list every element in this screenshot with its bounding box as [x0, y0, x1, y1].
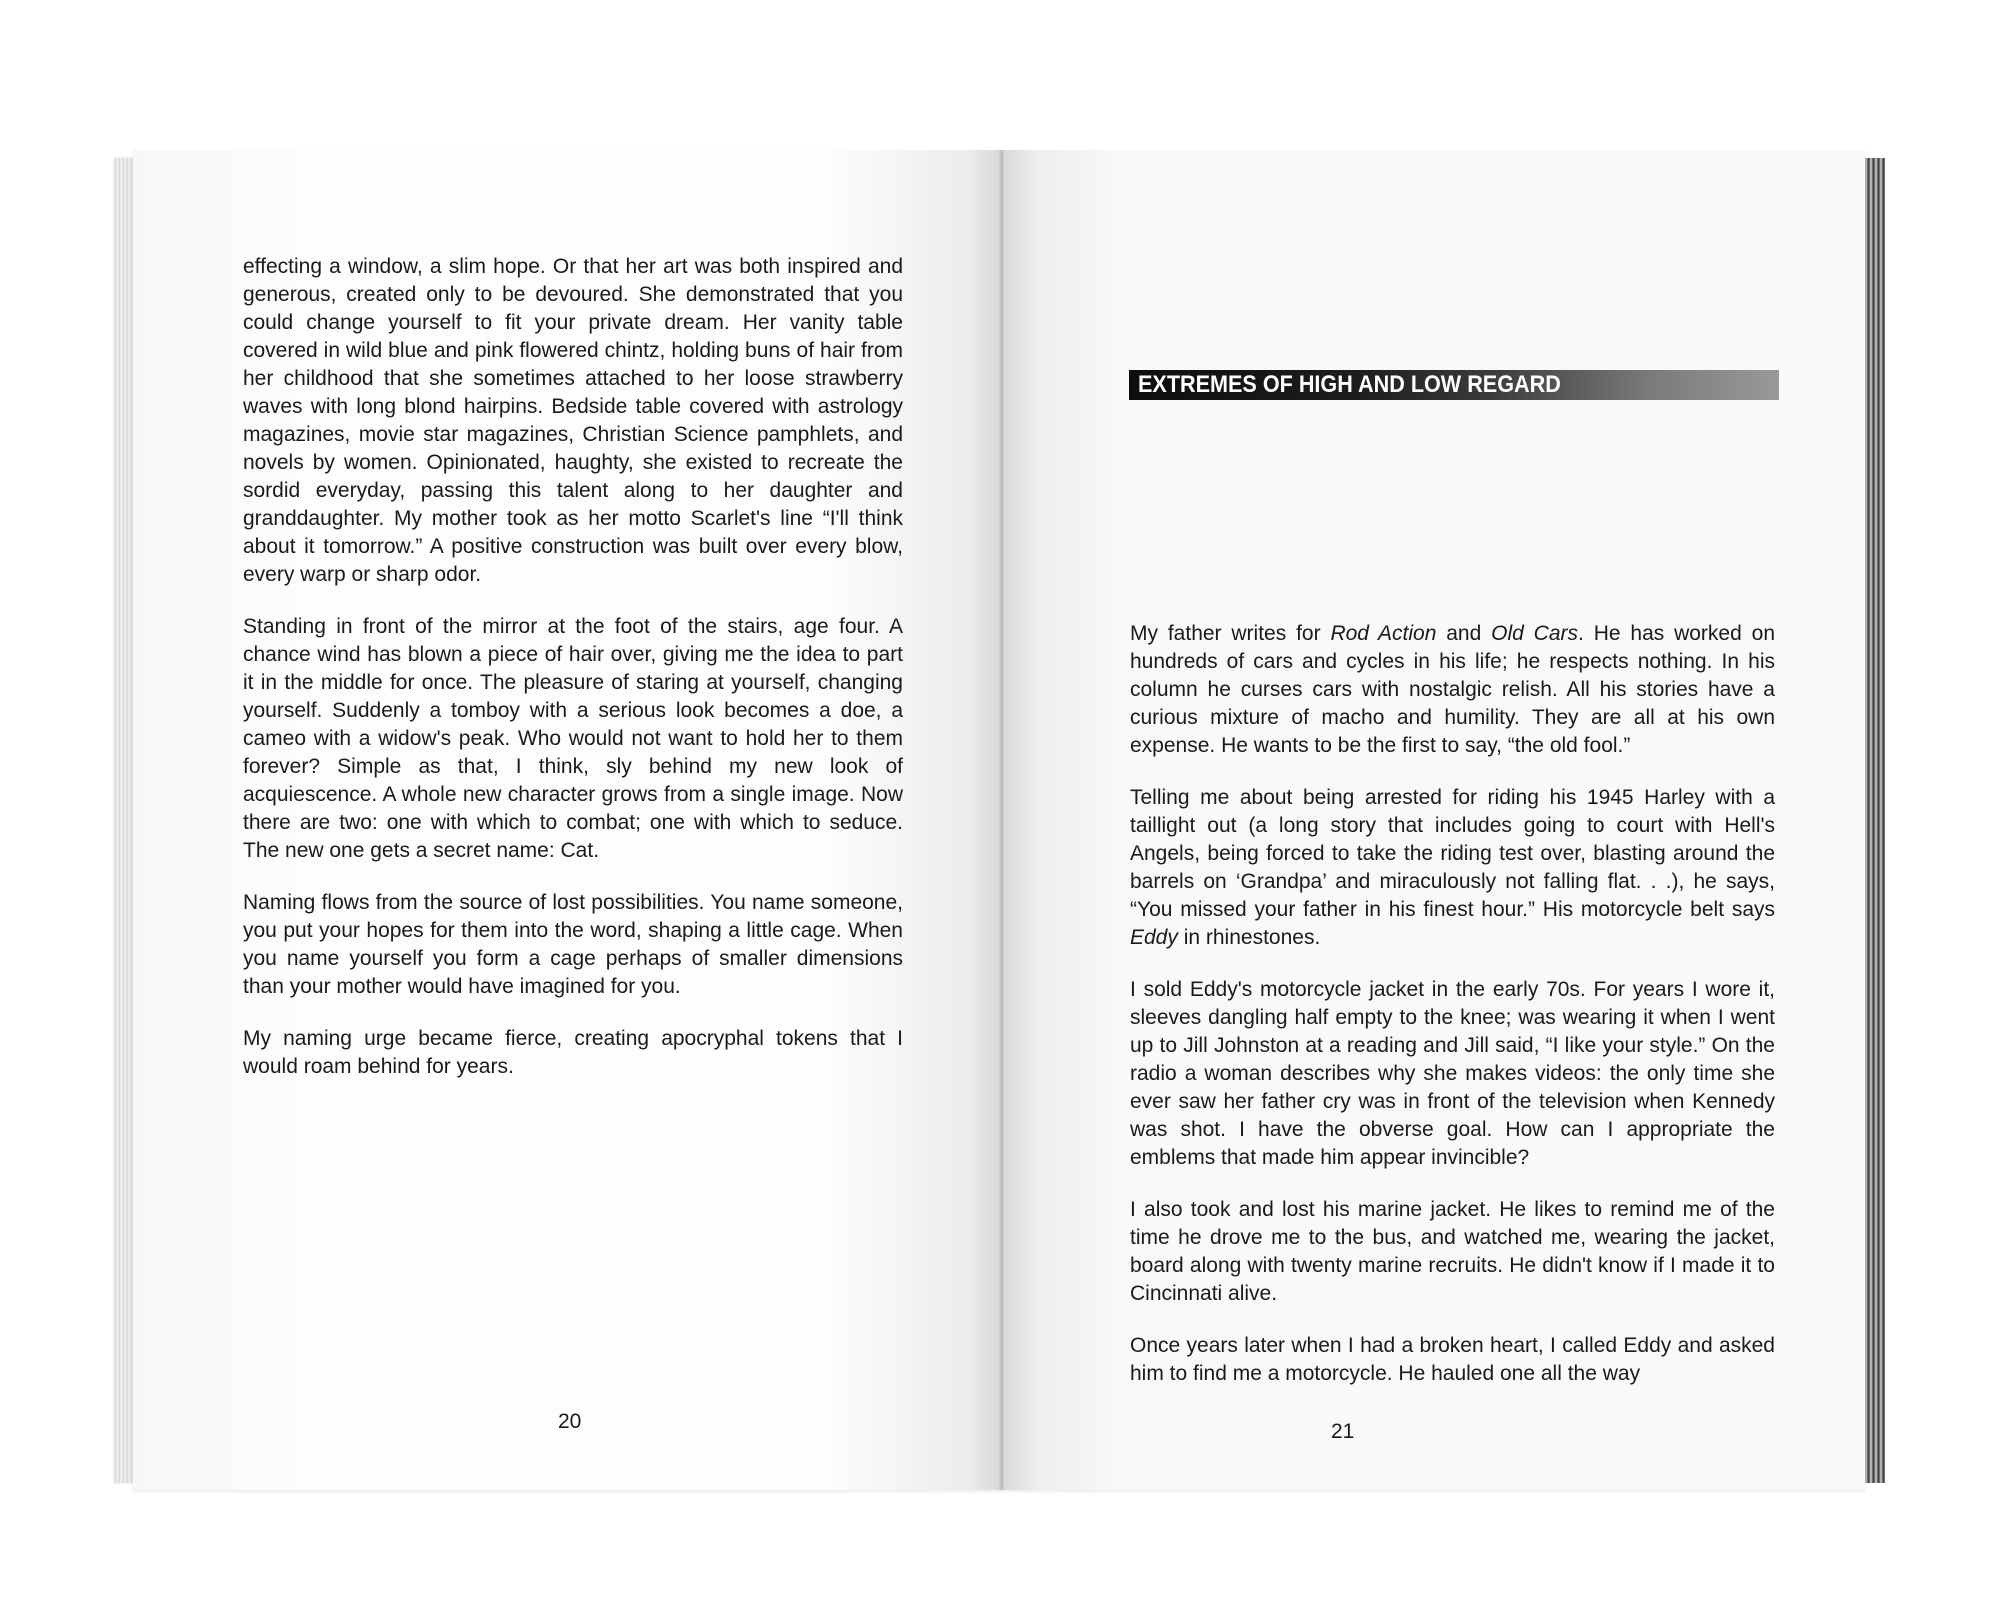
text-run: Telling me about being arrested for riding his 1945 Harley with a taillight out (a long story that includes going to court with Hell's Angels, being forced to take the riding test over, blasting around the barrels on ‘Grandpa’ and miraculously not falling flat. . .), he says, “You missed your father in his finest hour.” His motorcycle belt says [1130, 786, 1775, 921]
right-paragraph [1130, 784, 1775, 952]
left-paragraph: Standing in front of the mirror at the foot of the stairs, age four. A chance wind has blown a piece of hair over, giving me the idea to part it in the middle for once. The pleasure of staring at yourself, changing yourself. Suddenly a tomboy with a serious look becomes a doe, a cameo with a widow's peak. Who would not want to hold her to them forever? Simple as that, I think, sly behind my new look of acquiescence. A whole new character grows from a single image. Now there are two: one with which to combat; one with which to seduce. The new one gets a secret name: Cat. [243, 615, 903, 862]
right-page-body [1130, 620, 1775, 1388]
left-paragraph: Naming flows from the source of lost possibilities. You name someone, you put your hopes for them into the word, shaping a little cage. When you name yourself you form a cage perhaps of smaller dimensions than your mother would have imagined for you. [243, 891, 903, 998]
magazine-title: Rod Action [1330, 622, 1437, 645]
left-page-body [243, 253, 903, 1105]
left-paragraph: effecting a window, a slim hope. Or that her art was both inspired and generous, created only to be devoured. She demonstrated that you could change yourself to fit your private dream. Her vanity table covered in wild blue and pink flowered chintz, holding buns of hair from her childhood that she sometimes attached to her loose strawberry waves with long blond hairpins. Bedside table covered with astrology magazines, movie star magazines, Christian Science pamphlets, and novels by women. Opinionated, haughty, she existed to recreate the sordid everyday, passing this talent along to her daughter and granddaughter. My mother took as her motto Scarlet's line “I'll think about it tomorrow.” A positive construction was built over every blow, every warp or sharp odor. [243, 255, 903, 586]
magazine-title: Old Cars [1491, 622, 1579, 645]
left-paragraph: My naming urge became fierce, creating apocryphal tokens that I would roam behind for years. [243, 1027, 903, 1078]
right-paragraph: I sold Eddy's motorcycle jacket in the early 70s. For years I wore it, sleeves dangling half empty to the knee; was wearing it when I went up to Jill Johnston at a reading and Jill said, “I like your style.” On the radio a woman describes why she makes videos: the only time she ever saw her father cry was in front of the television when Kennedy was shot. I have the obverse goal. How can I appropriate the emblems that made him appear invincible? [1130, 978, 1775, 1169]
text-run: and [1436, 622, 1492, 645]
emphasis: Eddy [1130, 926, 1178, 949]
right-paragraph: I also took and lost his marine jacket. He likes to remind me of the time he drove me to the bus, and watched me, wearing the jacket, board along with twenty marine recruits. He didn't know if I made it to Cincinnati alive. [1130, 1198, 1775, 1305]
right-paragraph: Once years later when I had a broken heart, I called Eddy and asked him to find me a motorcycle. He hauled one all the way [1130, 1334, 1775, 1385]
text-run: in rhinestones. [1177, 926, 1321, 949]
left-page [133, 150, 1003, 1490]
open-book [115, 150, 1885, 1490]
page-number-right: 21 [1331, 1420, 1355, 1443]
page-edges-right [1863, 158, 1885, 1483]
text-run: . He has worked on hundreds of cars and cycles in his life; he respects nothing. In his column he curses cars with nostalgic relish. All his stories have a curious mixture of macho and humility. They are all at his own expense. He wants to be the first to say, “the old fool.” [1130, 622, 1775, 757]
right-paragraph [1130, 620, 1775, 760]
section-heading: EXTREMES OF HIGH AND LOW REGARD [1138, 371, 1561, 398]
text-run: My father writes for [1130, 622, 1331, 645]
page-number-left: 20 [558, 1410, 582, 1433]
right-page [1003, 150, 1865, 1490]
section-heading-bar [1129, 370, 1779, 400]
